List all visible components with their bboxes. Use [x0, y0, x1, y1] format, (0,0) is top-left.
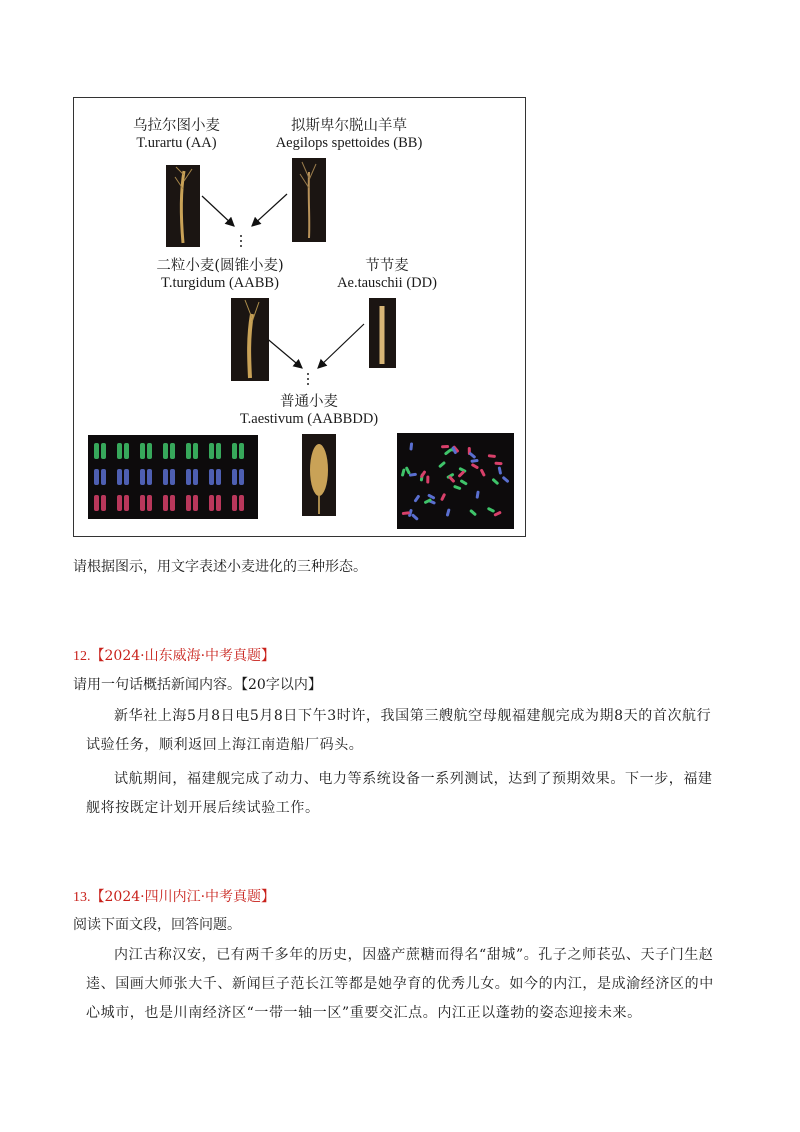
chromosome — [494, 462, 502, 466]
chromosome — [186, 443, 191, 459]
q13-source: 【2024·四川内江·中考真题】 — [90, 889, 276, 905]
chromosome — [413, 494, 420, 502]
chromosome — [476, 490, 480, 498]
chromosome — [209, 495, 214, 511]
q13-paragraph-1: 内江古称汉安，已有两千多年的历史，因盛产蔗糖而得名“甜城”。孔子之师苌弘、天子门生赵逵、国画大师张大千、新闻巨子范长江等都是她孕育的优秀儿女。如今的内江，是成渝经济区的中心城市，也是川南经济区“一带一轴一区”重要交汇点。内江正以蓬勃的姿态迎接未来。 — [86, 947, 714, 1021]
q12-source: 【2024·山东威海·中考真题】 — [90, 648, 276, 664]
chromosome — [216, 469, 221, 485]
chromosome — [140, 469, 145, 485]
chromosome — [401, 468, 406, 477]
q12-paragraph-1: 新华社上海5月8日电5月8日下午3时许，我国第三艘航空母舰福建舰完成为期8天的首次航行试验任务，顺利返回上海江南造船厂码头。 — [86, 708, 712, 753]
dots-2 — [307, 373, 309, 385]
chromosome — [457, 470, 465, 478]
q13-heading — [73, 887, 275, 908]
chromosome — [216, 495, 221, 511]
chromosome — [411, 513, 419, 521]
chromosome — [94, 443, 99, 459]
chromosome — [459, 479, 467, 486]
arrow-turgidum — [264, 336, 302, 368]
chromosome — [147, 443, 152, 459]
chromosome — [94, 495, 99, 511]
chromosome — [444, 448, 452, 455]
chromosome — [163, 443, 168, 459]
chromosome — [193, 469, 198, 485]
q13-number: 13. — [73, 890, 91, 905]
chromosome — [193, 495, 198, 511]
node-urartu — [104, 118, 249, 152]
urartu-ear-image — [166, 165, 200, 247]
q11-prompt: 请根据图示，用文字表述小麦进化的三种形态。 — [73, 559, 367, 575]
chromosome — [232, 495, 237, 511]
chromosome — [140, 443, 145, 459]
chromosome — [441, 445, 449, 448]
node-turgidum-en: T.turgidum (AABB) — [161, 275, 279, 291]
chromosome-spread-image — [397, 433, 514, 529]
chromosome — [480, 468, 486, 476]
chromosome — [209, 443, 214, 459]
chromosome — [170, 443, 175, 459]
q13-instruction: 阅读下面文段，回答问题。 — [73, 917, 241, 933]
chromosome — [239, 495, 244, 511]
chromosome — [487, 507, 496, 513]
chromosome — [409, 442, 413, 450]
q12-instruction: 请用一句话概括新闻内容。【20字以内】 — [73, 677, 322, 693]
node-tauschii-en: Ae.tauschii (DD) — [337, 275, 437, 291]
chromosome — [147, 495, 152, 511]
chromosome — [209, 469, 214, 485]
node-tauschii-zh: 节节麦 — [365, 258, 409, 274]
turgidum-ear-image — [231, 298, 269, 381]
node-urartu-en: T.urartu (AA) — [136, 135, 217, 151]
chromosome — [440, 493, 446, 502]
node-aestivum-zh: 普通小麦 — [280, 394, 338, 410]
node-spettoides-zh: 拟斯卑尔脱山羊草 — [291, 118, 407, 134]
chromosome — [117, 495, 122, 511]
node-turgidum — [140, 258, 300, 292]
chromosome — [438, 461, 446, 468]
chromosome — [469, 509, 477, 517]
chromosome — [117, 469, 122, 485]
chromosome — [453, 485, 462, 491]
chromosome — [140, 495, 145, 511]
chromosome — [216, 443, 221, 459]
chromosome — [170, 495, 175, 511]
q12-paragraph-2: 试航期间，福建舰完成了动力、电力等系统设备一系列测试，达到了预期效果。下一步，福建舰将按既定计划开展后续试验工作。 — [86, 771, 713, 816]
chromosome — [193, 443, 198, 459]
chromosome — [170, 469, 175, 485]
node-spettoides-en: Aegilops spettoides (BB) — [275, 135, 423, 151]
chromosome — [124, 469, 129, 485]
wheat-evolution-figure — [73, 97, 526, 537]
chromosome — [427, 493, 435, 499]
chromosome — [232, 443, 237, 459]
chromosome — [186, 469, 191, 485]
chromosome — [163, 469, 168, 485]
chromosome — [488, 454, 496, 458]
chromosome — [468, 452, 476, 459]
chromosome — [502, 476, 510, 484]
node-aestivum — [224, 394, 394, 428]
chromosome — [94, 469, 99, 485]
spettoides-ear-image — [292, 158, 326, 242]
node-urartu-zh: 乌拉尔图小麦 — [133, 118, 220, 134]
q12-number: 12. — [73, 649, 91, 664]
dots-1 — [240, 235, 242, 247]
chromosome — [186, 495, 191, 511]
chromosome — [232, 469, 237, 485]
chromosome — [239, 469, 244, 485]
chromosome — [101, 469, 106, 485]
node-aestivum-en: T.aestivum (AABBDD) — [239, 411, 379, 427]
chromosome — [426, 476, 429, 484]
chromosome — [101, 495, 106, 511]
arrow-spettoides — [252, 194, 287, 226]
chromosome — [117, 443, 122, 459]
chromosome — [446, 508, 451, 517]
karyotype-image — [88, 435, 258, 519]
chromosome — [498, 466, 503, 474]
chromosome — [491, 478, 499, 486]
chromosome — [405, 466, 411, 475]
chromosome — [239, 443, 244, 459]
chromosome — [124, 443, 129, 459]
chromosome — [124, 495, 129, 511]
chromosome — [470, 459, 478, 463]
q12-heading — [73, 646, 275, 667]
chromosome — [424, 498, 433, 504]
chromosome — [147, 469, 152, 485]
node-tauschii — [312, 258, 462, 292]
chromosome — [163, 495, 168, 511]
node-spettoides — [254, 118, 444, 152]
chromosome — [101, 443, 106, 459]
node-turgidum-zh: 二粒小麦(圆锥小麦) — [156, 258, 284, 274]
arrow-tauschii — [318, 324, 364, 368]
chromosome — [471, 463, 479, 470]
tauschii-ear-image — [369, 298, 396, 368]
aestivum-ear-image — [302, 434, 336, 516]
arrow-urartu — [202, 196, 234, 226]
